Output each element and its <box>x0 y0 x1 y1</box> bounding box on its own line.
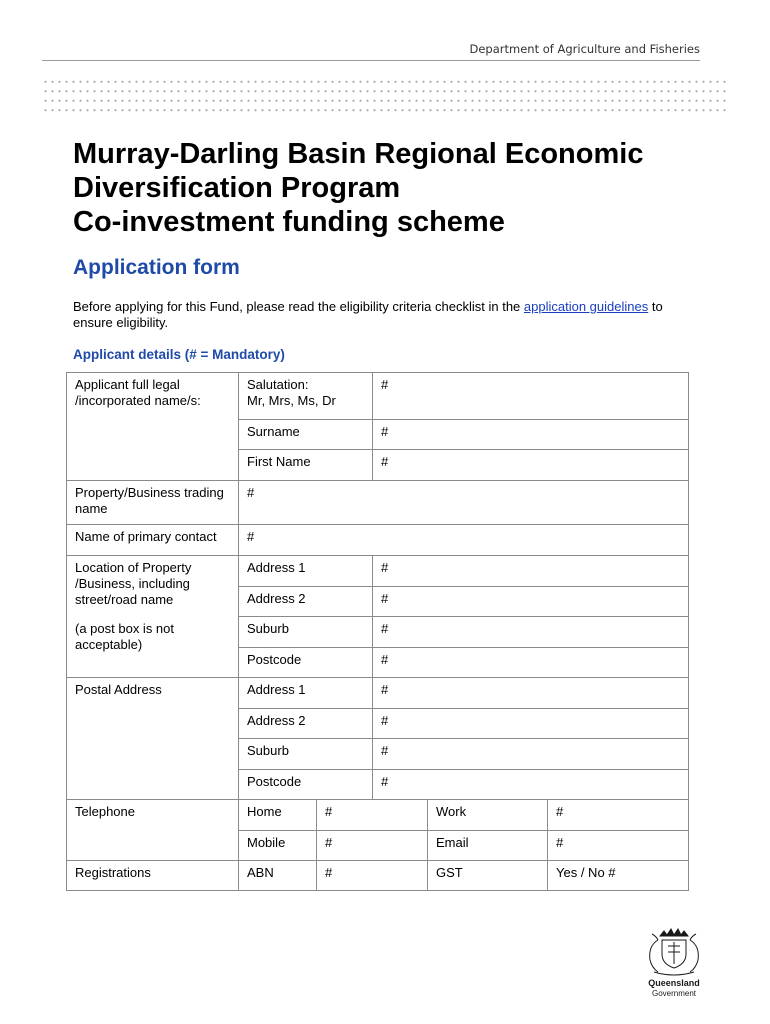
postal-address-label: Postal Address <box>67 678 239 800</box>
postal-address2-label: Address 2 <box>239 709 373 739</box>
header-rule <box>42 60 700 61</box>
location-label: Location of Property /Business, including street/road name <box>67 556 239 617</box>
abn-label: ABN <box>239 861 317 891</box>
table-row <box>67 373 689 420</box>
primary-contact-label: Name of primary contact <box>67 525 239 556</box>
document-title <box>73 137 643 239</box>
applicant-details-table <box>66 372 689 891</box>
surname-field[interactable]: # <box>373 420 689 450</box>
intro-text-before: Before applying for this Fund, please read the eligibility criteria checklist in the <box>73 299 524 314</box>
postal-postcode-field[interactable]: # <box>373 770 689 800</box>
first-name-label: First Name <box>239 450 373 481</box>
department-name: Department of Agriculture and Fisheries <box>469 42 700 56</box>
email-label: Email <box>428 831 548 861</box>
location-address1-field[interactable]: # <box>373 556 689 587</box>
location-suburb-field[interactable]: # <box>373 617 689 648</box>
mobile-phone-field[interactable]: # <box>317 831 428 861</box>
guidelines-link[interactable]: application guidelines <box>523 299 649 314</box>
gst-label: GST <box>428 861 548 891</box>
gst-field[interactable]: Yes / No # <box>548 861 689 891</box>
postal-suburb-label: Suburb <box>239 739 373 770</box>
queensland-government-logo <box>638 926 710 1000</box>
table-row <box>67 481 689 525</box>
abn-field[interactable]: # <box>317 861 428 891</box>
surname-label: Surname <box>239 420 373 450</box>
work-phone-field[interactable]: # <box>548 800 689 831</box>
email-field[interactable]: # <box>548 831 689 861</box>
applicant-name-label: Applicant full legal /incorporated name/s: <box>67 373 239 420</box>
postal-suburb-field[interactable]: # <box>373 739 689 770</box>
svg-text:Queensland: Queensland <box>648 978 700 988</box>
table-row <box>67 617 689 648</box>
work-label: Work <box>428 800 548 831</box>
location-address2-field[interactable]: # <box>373 587 689 617</box>
location-postcode-label: Postcode <box>239 648 373 678</box>
form-heading: Application form <box>73 256 240 279</box>
location-note: (a post box is not acceptable) <box>67 617 239 678</box>
table-row <box>67 450 689 481</box>
location-suburb-label: Suburb <box>239 617 373 648</box>
dot-pattern-banner <box>42 77 730 115</box>
telephone-label: Telephone <box>67 800 239 861</box>
trading-name-label: Property/Business trading name <box>67 481 239 525</box>
primary-contact-field[interactable]: # <box>239 525 689 556</box>
intro-paragraph <box>73 299 683 331</box>
salutation-label: Salutation: Mr, Mrs, Ms, Dr <box>239 373 373 420</box>
table-row <box>67 800 689 831</box>
home-phone-field[interactable]: # <box>317 800 428 831</box>
table-row <box>67 861 689 891</box>
location-address2-label: Address 2 <box>239 587 373 617</box>
first-name-field[interactable]: # <box>373 450 689 481</box>
salutation-field[interactable]: # <box>373 373 689 420</box>
svg-text:Government: Government <box>651 989 697 998</box>
table-row <box>67 420 689 450</box>
table-row <box>67 525 689 556</box>
table-row <box>67 678 689 709</box>
table-row <box>67 556 689 587</box>
title-line-1: Murray-Darling Basin Regional Economic <box>73 138 644 170</box>
title-line-2: Diversification Program <box>73 172 401 204</box>
postal-address1-label: Address 1 <box>239 678 373 709</box>
title-line-3: Co-investment funding scheme <box>73 206 505 238</box>
registrations-label: Registrations <box>67 861 239 891</box>
intro-text-after: to ensure eligibility. <box>73 299 663 330</box>
postal-address1-field[interactable]: # <box>373 678 689 709</box>
postal-postcode-label: Postcode <box>239 770 373 800</box>
trading-name-field[interactable]: # <box>239 481 689 525</box>
location-postcode-field[interactable]: # <box>373 648 689 678</box>
section-heading: Applicant details (# = Mandatory) <box>73 347 285 362</box>
home-label: Home <box>239 800 317 831</box>
location-address1-label: Address 1 <box>239 556 373 587</box>
mobile-label: Mobile <box>239 831 317 861</box>
postal-address2-field[interactable]: # <box>373 709 689 739</box>
